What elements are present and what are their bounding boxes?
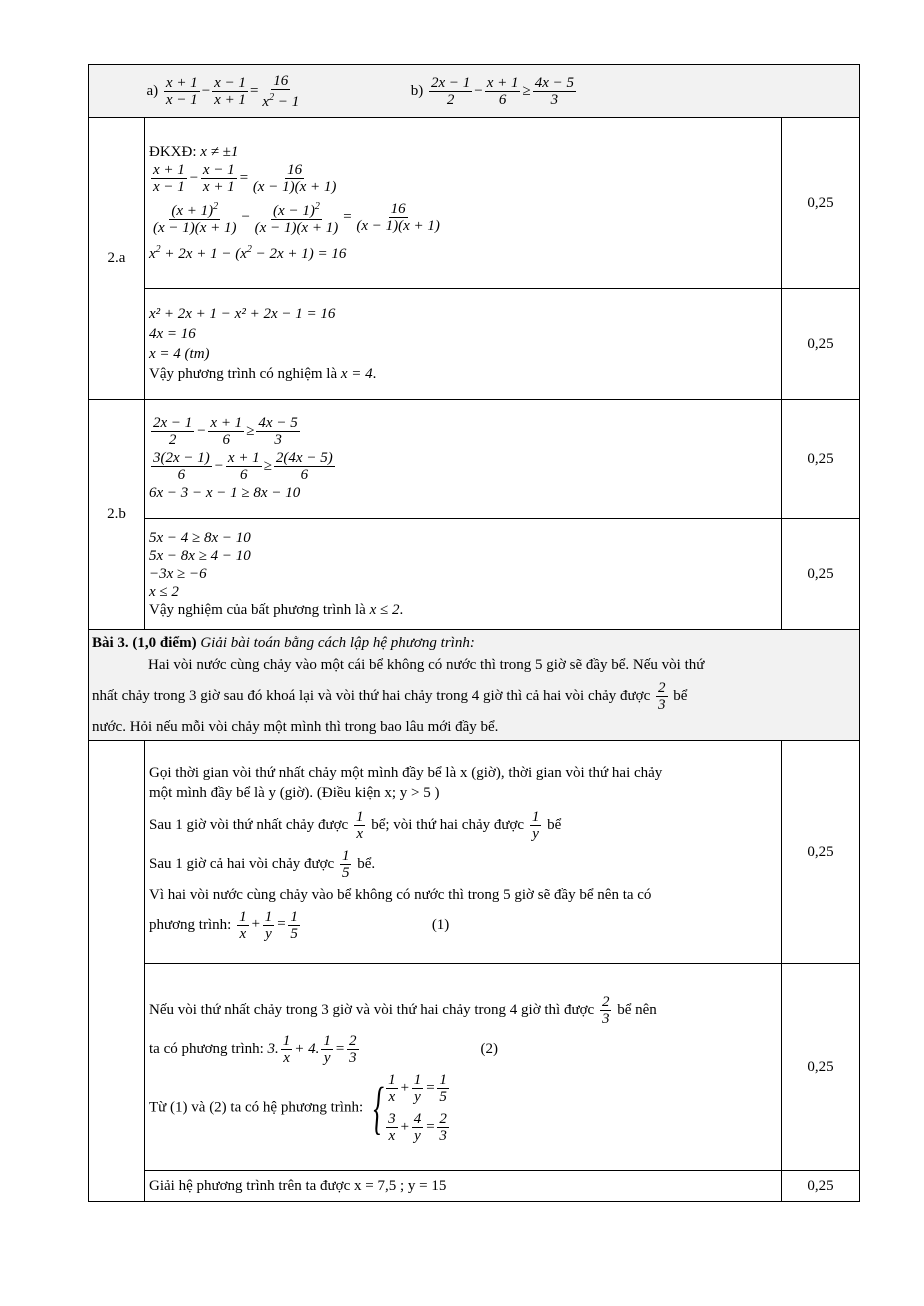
- section-label-2a: 2.a: [89, 118, 145, 400]
- problem3-title: Bài 3. (1,0 điểm): [92, 635, 197, 651]
- step-line: x = 4 (tm): [149, 346, 210, 362]
- sol3-line: bể; vòi thứ hai chảy được: [371, 816, 525, 833]
- sol3-line: Từ (1) và (2) ta có hệ phương trình:: [149, 1099, 364, 1116]
- points-3-1: 0,25: [782, 741, 860, 964]
- conclusion-value: x ≤ 2: [369, 602, 400, 618]
- problem3-line2: nhất chảy trong 3 giờ sau đó khoá lại và vòi thứ hai chảy trong 4 giờ thì cả hai vòi chảy được: [92, 688, 651, 704]
- sol3-line: phương trình:: [149, 916, 232, 933]
- problem3-row: Bài 3. (1,0 điểm) Giải bài toán bằng cách lập hệ phương trình: Hai vòi nước cùng chảy vào một cái bể không có nước thì trong 5 giờ sẽ đầy bể. Nếu vòi thứ nhất chảy trong 3 giờ sau đó khoá lại và vòi thứ hai chảy trong 4 giờ thì cả hai vòi chảy được $\frac{2}{3}$ bể nước. Hỏi nếu mỗi vòi chảy một mình thì trong bao lâu mới đầy bể.: [89, 630, 860, 741]
- dkxd-label: ĐKXĐ:: [149, 144, 197, 160]
- problem3-line3: nước. Hỏi nếu mỗi vòi chảy một mình thì trong bao lâu mới đầy bể.: [92, 719, 499, 735]
- step-line: x ≤ 2: [149, 584, 179, 600]
- step-line: x² + 2x + 1 − x² + 2x − 1 = 16: [149, 306, 336, 322]
- step-line: 5x − 4 ≥ 8x − 10: [149, 530, 251, 546]
- problem2-row: a) $\frac{x + 1}{x - 1}$ − $\frac{x - 1}{x + 1}$ = $\frac{16}{x^2 - 1}$ b) $\frac{2x - 1}{2}$ − $\frac{x + 1}{6}$ ≥ $\frac{4x - 5}{3}$: [89, 65, 860, 118]
- section-label-2b: 2.b: [89, 400, 145, 630]
- sol-3-step1: Gọi thời gian vòi thứ nhất chảy một mình đầy bể là x (giờ), thời gian vòi thứ hai chảy một mình đầy bể là y (giờ). (Điều kiện x; y > 5 ) Sau 1 giờ vòi thứ nhất chảy được $\frac{1}{x}$ bể; vòi thứ hai chảy được $\frac{1}{y}$ bể Sau 1 giờ cả hai vòi chảy được $\frac{1}{5}$ bể. Vì hai vòi nước cùng chảy vào bể không có nước thì trong 5 giờ sẽ đầy bể nên ta có phương trình: $\frac{1}{x}$ + $\frac{1}{y}$ = $\frac{1}{5}$ (1) 0,25: [89, 741, 860, 964]
- solution-table: [88, 64, 860, 1202]
- sol-2a-step2: x² + 2x + 1 − x² + 2x − 1 = 16 4x = 16 x = 4 (tm) Vậy phương trình có nghiệm là x = 4. 0,25: [89, 289, 860, 400]
- points-2b-1: 0,25: [782, 400, 860, 519]
- step-line: 6x − 3 − x − 1 ≥ 8x − 10: [149, 485, 301, 501]
- sol3-line: một mình đầy bể là y (giờ). (Điều kiện x; y > 5 ): [149, 784, 440, 801]
- step-line: 4x = 16: [149, 326, 196, 342]
- points-3-3: 0,25: [782, 1171, 860, 1202]
- equation-2-tag: (2): [480, 1040, 499, 1057]
- step-line: −3x ≥ −6: [149, 566, 207, 582]
- sol3-line: Vì hai vòi nước cùng chảy vào bể không có nước thì trong 5 giờ sẽ đầy bể nên ta có: [149, 886, 652, 903]
- sol-2b-step1: 2.b $\frac{2x - 1}{2}$ − $\frac{x + 1}{6}$ ≥ $\frac{4x - 5}{3}$ $\frac{3(2x - 1)}{6}$ − $\frac{x + 1}{6}$ ≥ $\frac{2(4x - 5)}{6}$ 6x − 3 − x − 1 ≥ 8x − 10 0,25: [89, 400, 860, 519]
- points-2a-2: 0,25: [782, 289, 860, 400]
- problem3-line2-end: bể: [673, 688, 688, 704]
- part-a-label: a): [146, 82, 159, 99]
- sol3-line: Nếu vòi thứ nhất chảy trong 3 giờ và vòi thứ hai chảy trong 4 giờ thì được: [149, 1001, 595, 1018]
- conclusion-text: Vậy nghiệm của bất phương trình là: [149, 602, 366, 618]
- step-line: 5x − 8x ≥ 4 − 10: [149, 548, 251, 564]
- sol3-line: bể.: [357, 855, 376, 872]
- sol3-line: bể nên: [617, 1001, 657, 1018]
- sol-2b-step2: 5x − 4 ≥ 8x − 10 5x − 8x ≥ 4 − 10 −3x ≥ −6 x ≤ 2 Vậy nghiệm của bất phương trình là x ≤ 2. 0,25: [89, 519, 860, 630]
- conclusion-value: x = 4: [340, 366, 373, 382]
- points-2a-1: 0,25: [782, 118, 860, 289]
- sol-3-step2: Nếu vòi thứ nhất chảy trong 3 giờ và vòi thứ hai chảy trong 4 giờ thì được $\frac{2}{3}$ bể nên ta có phương trình: 3. $\frac{1}{x}$ + 4. $\frac{1}{y}$ = $\frac{2}{3}$ (2) Từ (1) và (2) ta có hệ phương trình: { $\frac{1}{x}$ + $\frac{1}{y}$ = $\frac{1}{5}$ $\frac{3}{x}$ + $\frac{4}{y}$ = $\frac{2}{3}$ 0,25: [89, 964, 860, 1171]
- answer-sheet: [88, 64, 860, 1202]
- part-b-label: b): [410, 82, 424, 99]
- conclusion-text: Vậy phương trình có nghiệm là: [149, 366, 338, 382]
- problem3-line1: Hai vòi nước cùng chảy vào một cái bể không có nước thì trong 5 giờ sẽ đầy bể. Nếu vòi thứ: [148, 657, 705, 673]
- points-2b-2: 0,25: [782, 519, 860, 630]
- equation-1-tag: (1): [431, 916, 450, 933]
- dkxd-condition: x ≠ ±1: [200, 144, 239, 160]
- sol-2a-step1: 2.a ĐKXĐ: x ≠ ±1 $\frac{x + 1}{x - 1}$ − $\frac{x - 1}{x + 1}$ = $\frac{16}{(x - 1)(x + 1)}$ $\frac{(x + 1)^2}{(x - 1)(x + 1)}$ − $\frac{(x - 1)^2}{(x - 1)(x + 1)}$ = $\frac{16}{(x - 1)(x + 1)}$ $x^2 + 2x + 1 - (x^2 - 2x + 1) = 16$ 0,25: [89, 118, 860, 289]
- sol-3-step3: [89, 1171, 860, 1202]
- problem3-subtitle: Giải bài toán bằng cách lập hệ phương trình:: [200, 635, 475, 651]
- sol3-line: ta có phương trình:: [149, 1040, 264, 1057]
- sol3-final-line: Giải hệ phương trình trên ta được x = 7,5 ; y = 15: [149, 1178, 447, 1194]
- equation-system: { $\frac{1}{x}$ + $\frac{1}{y}$ = $\frac{1}{5}$ $\frac{3}{x}$ + $\frac{4}{y}$ = $\frac{2}{3}$: [373, 1072, 447, 1144]
- sol3-line: Sau 1 giờ vòi thứ nhất chảy được: [149, 816, 349, 833]
- sol3-line: Gọi thời gian vòi thứ nhất chảy một mình đầy bể là x (giờ), thời gian vòi thứ hai chảy: [149, 764, 663, 781]
- points-3-2: 0,25: [782, 964, 860, 1171]
- sol3-line: Sau 1 giờ cả hai vòi chảy được: [149, 855, 335, 872]
- sol3-line: bể: [547, 816, 562, 833]
